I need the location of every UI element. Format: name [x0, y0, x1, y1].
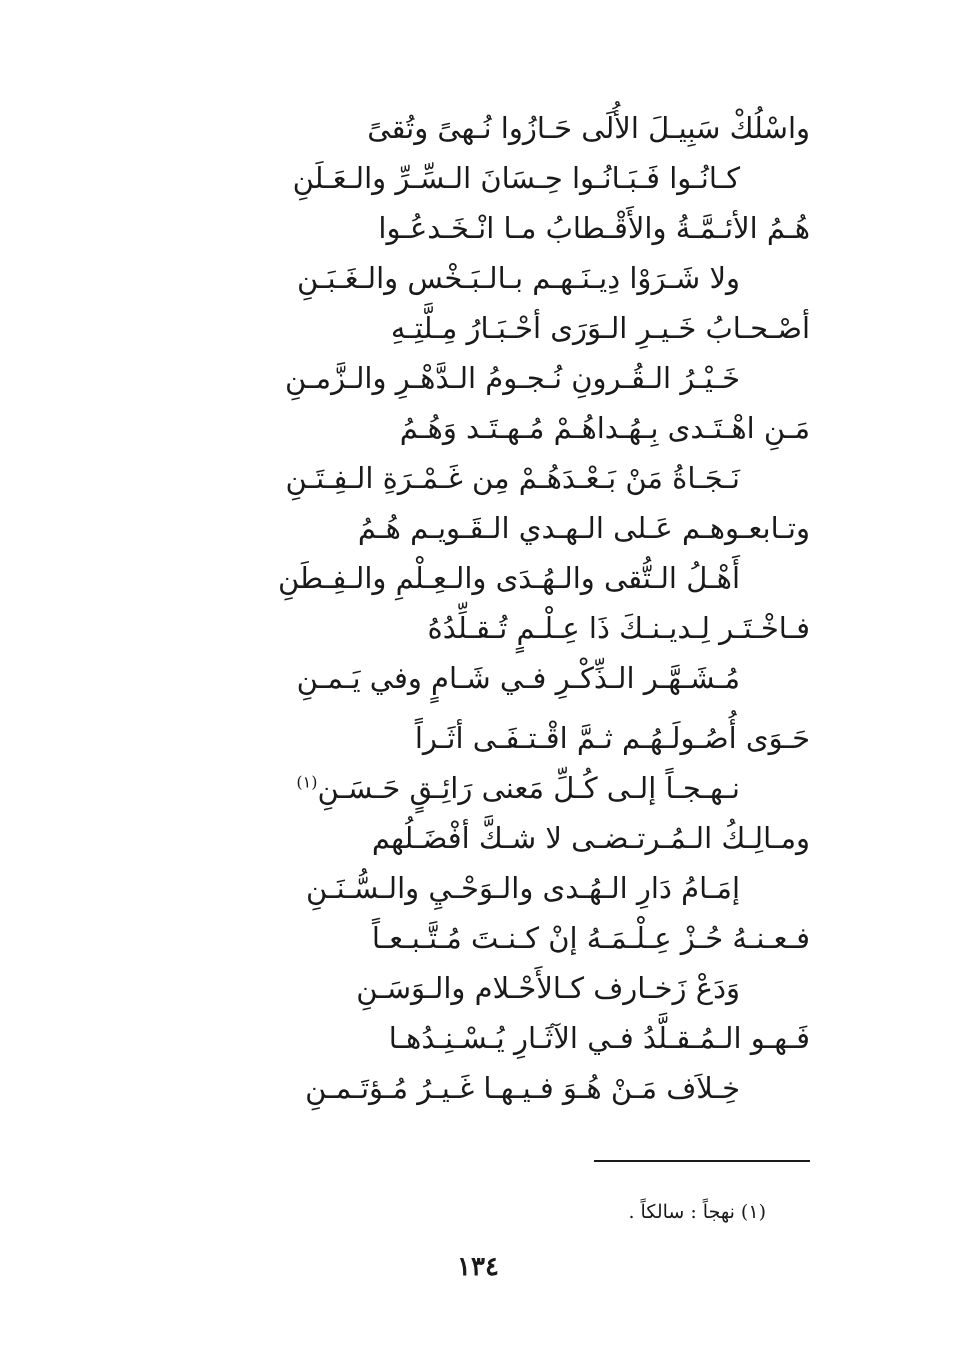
verse-line-8: نَـجَـاةُ مَنْ بَـعْـدَهُـمْ مِن غَـمْـرَةِ الـفِـتَـنِ — [285, 461, 740, 495]
verse-line-16: إمَـامُ دَارِ الـهُـدى والـوَحْـيِ والـسُّـنَـنِ — [306, 871, 740, 905]
footnote-divider — [594, 1160, 810, 1162]
verse-line-20: خِـلاَف مَـنْ هُـوَ فـيـهـا غَـيـرُ مُـؤتَـمـنِ — [305, 1071, 740, 1105]
verse-line-9: وتـابعـوهـم عَـلى الـهـدي الـقَـويـم هُـمُ — [357, 511, 810, 545]
footnote-marker: (١) — [296, 772, 318, 792]
verse-line-5: أصْـحـابُ خَـيـرِ الـوَرَى أحْـبَـارُ مِـلَّتِـهِ — [390, 311, 810, 345]
verse-line-15: ومـالِـكُ الـمُـرتـضـى لا شـكَّ أفْضَـلُهم — [371, 821, 810, 855]
footnote: (١) نهجاً : سالكاً . — [628, 1201, 766, 1223]
verse-line-14 — [296, 768, 740, 808]
verse-line-18: وَدَعْ زَخـارف كـالأَحْـلام والـوَسَـنِ — [356, 971, 740, 1005]
verse-line-2: كـانُـوا فَـبَـانُـوا حِـسَانَ الـسِّـرِّ والـعَـلَنِ — [292, 161, 740, 195]
verse-line-6: خَـيْـرُ الـقُـرونِ نُـجـومُ الـدَّهْـرِ والـزَّمـنِ — [284, 361, 740, 395]
verse-line-7: مَـنِ اهْـتَـدى بِـهُـداهُـمْ مُـهـتَـد وَهُـمُ — [399, 411, 810, 445]
verse-line-4: ولا شَـرَوْا دِيـنَـهـم بـالـبَـخْس والـغَـبَـنِ — [296, 261, 740, 295]
verse-line-19: فَـهـو الـمُـقـلَّدُ فـي الآثَـارِ يُـسْـنِـدُهـا — [388, 1021, 810, 1055]
page-number: ١٣٤ — [457, 1252, 499, 1282]
verse-line-11: فـاخْـتَـر لِـديـنـكَ ذَا عِـلْـمٍ تُـقـلِّدُهُ — [427, 611, 810, 645]
verse-line-10: أَهْـلُ الـتُّقى والـهُـدَى والـعِـلْمِ والـفِـطَنِ — [277, 561, 740, 595]
verse-line-1: واسْلُكْ سَبِيـلَ الأُلَى حَـازُوا نُـهىً وتُقىً — [367, 111, 810, 145]
verse-line-14-text: نـهـجـاً إلـى كُـلِّ مَعنى رَائِـقٍ حَـسَـنِ — [317, 771, 740, 805]
verse-line-12: مُـشَـهَّـر الـذِّكْـرِ فـي شَـامٍ وفي يَـمـنِ — [296, 661, 740, 695]
verse-line-17: فـعـنـهُ حُـزْ عِـلْـمَـهُ إنْ كـنـتَ مُـتَّـبـعـاً — [371, 921, 810, 955]
verse-line-13: حَـوَى أُصُـولَـهُـم ثـمَّ اقْـتـفَـى أثَـراً — [414, 721, 810, 755]
verse-line-3: هُـمُ الأئـمَّـةُ والأَقْـطابُ مـا انْـخَـدعُـوا — [378, 211, 810, 245]
